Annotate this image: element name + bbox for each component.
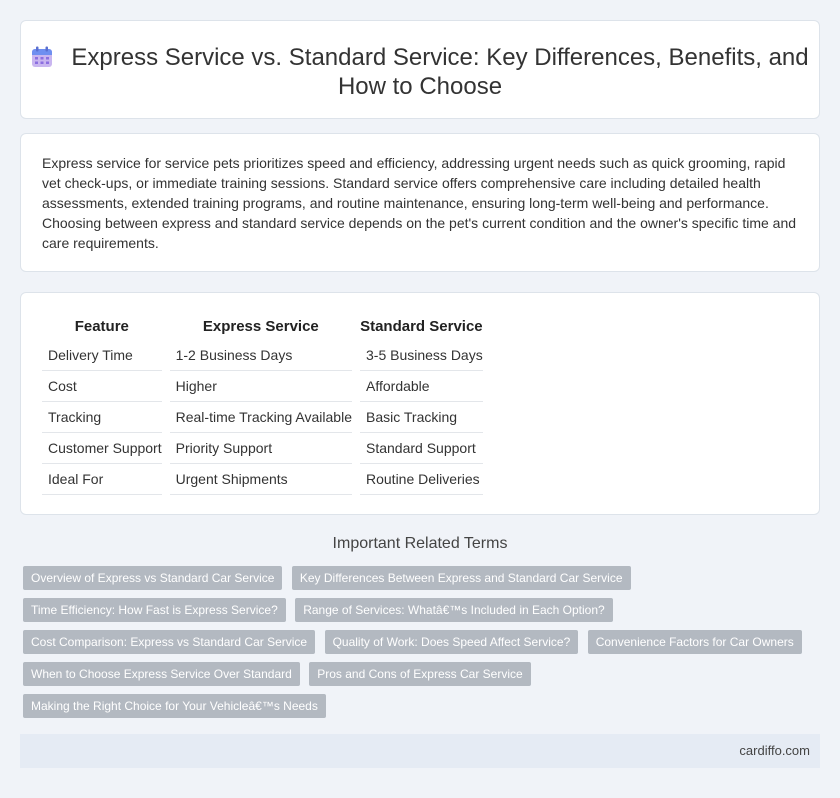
table-row <box>42 340 483 371</box>
intro-card <box>20 133 820 272</box>
table-cell: Cost <box>42 371 162 402</box>
related-term-tag[interactable]: Range of Services: Whatâ€™s Included in Each Option? <box>295 598 613 622</box>
table-cell: Higher <box>170 371 352 402</box>
table-cell: Urgent Shipments <box>170 464 352 495</box>
header-standard: Standard Service <box>360 317 483 335</box>
related-terms-title: Important Related Terms <box>332 535 508 552</box>
table-cell: Routine Deliveries <box>360 464 483 495</box>
related-term-tag[interactable]: Making the Right Choice for Your Vehicleâ€™s Needs <box>23 694 326 718</box>
table-cell: 3-5 Business Days <box>360 340 483 371</box>
footer-site-link[interactable]: cardiffo.com <box>739 743 810 758</box>
table-row <box>42 371 483 402</box>
related-term-tag[interactable]: Convenience Factors for Car Owners <box>588 630 802 654</box>
table-row <box>42 433 483 464</box>
table-cell: Delivery Time <box>42 340 162 371</box>
comparison-table <box>34 314 491 495</box>
related-terms-list <box>23 566 813 726</box>
table-cell: Customer Support <box>42 433 162 464</box>
header-card <box>20 20 820 119</box>
intro-paragraph: Express service for service pets prioritizes speed and efficiency, addressing urgent needs such as quick grooming, rapid vet check-ups, or immediate training sessions. Standard service offers comprehensive care including detailed health assessments, extended training programs, and routine maintenance, ensuring long-term well-being and performance. Choosing between express and standard service depends on the pet's current condition and the owner's specific time and care requirements. <box>42 155 797 251</box>
page-title-text: Express Service vs. Standard Service: Key Differences, Benefits, and How to Choose <box>71 44 809 100</box>
related-term-tag[interactable]: Overview of Express vs Standard Car Service <box>23 566 282 590</box>
table-cell: 1-2 Business Days <box>170 340 352 371</box>
related-term-tag[interactable]: Pros and Cons of Express Car Service <box>309 662 530 686</box>
footer <box>20 734 820 768</box>
table-cell: Priority Support <box>170 433 352 464</box>
calendar-icon <box>31 46 53 68</box>
table-cell: Basic Tracking <box>360 402 483 433</box>
related-term-tag[interactable]: Cost Comparison: Express vs Standard Car Service <box>23 630 315 654</box>
comparison-card <box>20 292 820 515</box>
header-express: Express Service <box>202 317 319 335</box>
header-feature: Feature <box>74 317 129 335</box>
table-cell: Standard Support <box>360 433 483 464</box>
table-header-row <box>42 314 483 340</box>
table-row <box>42 402 483 433</box>
page-title <box>21 43 819 101</box>
related-term-tag[interactable]: Quality of Work: Does Speed Affect Service? <box>325 630 579 654</box>
table-cell: Real-time Tracking Available <box>170 402 352 433</box>
related-term-tag[interactable]: Key Differences Between Express and Standard Car Service <box>292 566 631 590</box>
related-term-tag[interactable]: Time Efficiency: How Fast is Express Service? <box>23 598 286 622</box>
table-cell: Tracking <box>42 402 162 433</box>
table-cell: Ideal For <box>42 464 162 495</box>
related-term-tag[interactable]: When to Choose Express Service Over Standard <box>23 662 300 686</box>
table-cell: Affordable <box>360 371 483 402</box>
table-row <box>42 464 483 495</box>
